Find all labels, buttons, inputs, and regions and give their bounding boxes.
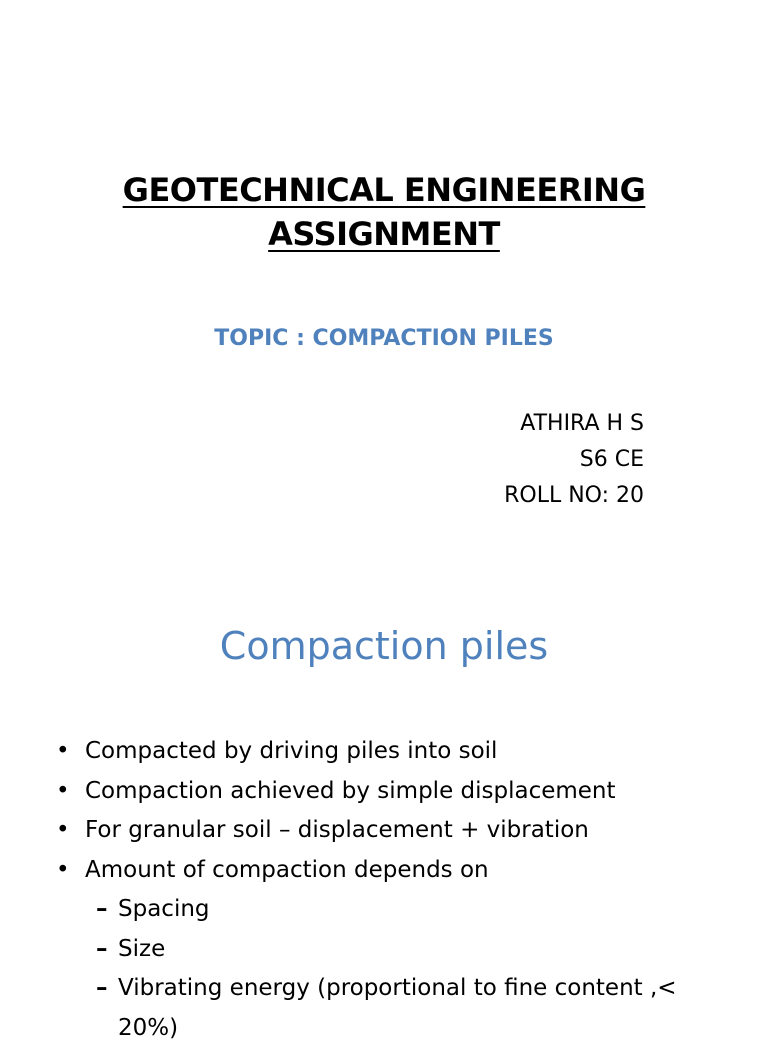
sub-bullet-item (96, 930, 736, 970)
dash-icon: – (96, 935, 108, 962)
author-class: S6 CE (579, 447, 644, 472)
bullet-list (56, 732, 716, 890)
sub-bullet-text: Size (118, 935, 166, 962)
slide-title: Compaction piles (219, 624, 549, 668)
bullet-item: • Compacted by driving piles into soil (56, 732, 716, 772)
main-title-line-1: GEOTECHNICAL ENGINEERING (122, 171, 646, 209)
sub-bullet-item (96, 969, 736, 1048)
author-roll-no: ROLL NO: 20 (504, 483, 644, 508)
dash-icon: – (96, 896, 108, 922)
sub-bullet-item (96, 890, 736, 930)
author-block (504, 406, 644, 514)
dash-icon: – (96, 975, 108, 1001)
main-title-line-2: ASSIGNMENT (268, 215, 500, 253)
sub-bullet-text: Spacing (118, 896, 210, 922)
topic-subtitle: TOPIC : COMPACTION PILES (214, 326, 554, 351)
author-name: ATHIRA H S (520, 411, 644, 436)
bullet-item: • Amount of compaction depends on (56, 851, 716, 891)
bullet-item: • Compaction achieved by simple displacement (56, 772, 716, 812)
sub-bullet-text: Vibrating energy (proportional to fine content ,< 20%) (118, 975, 677, 1041)
main-title (0, 168, 768, 256)
content-slide (0, 576, 768, 1041)
sub-bullet-list (96, 890, 736, 1048)
bullet-item: • For granular soil – displacement + vibration (56, 811, 716, 851)
